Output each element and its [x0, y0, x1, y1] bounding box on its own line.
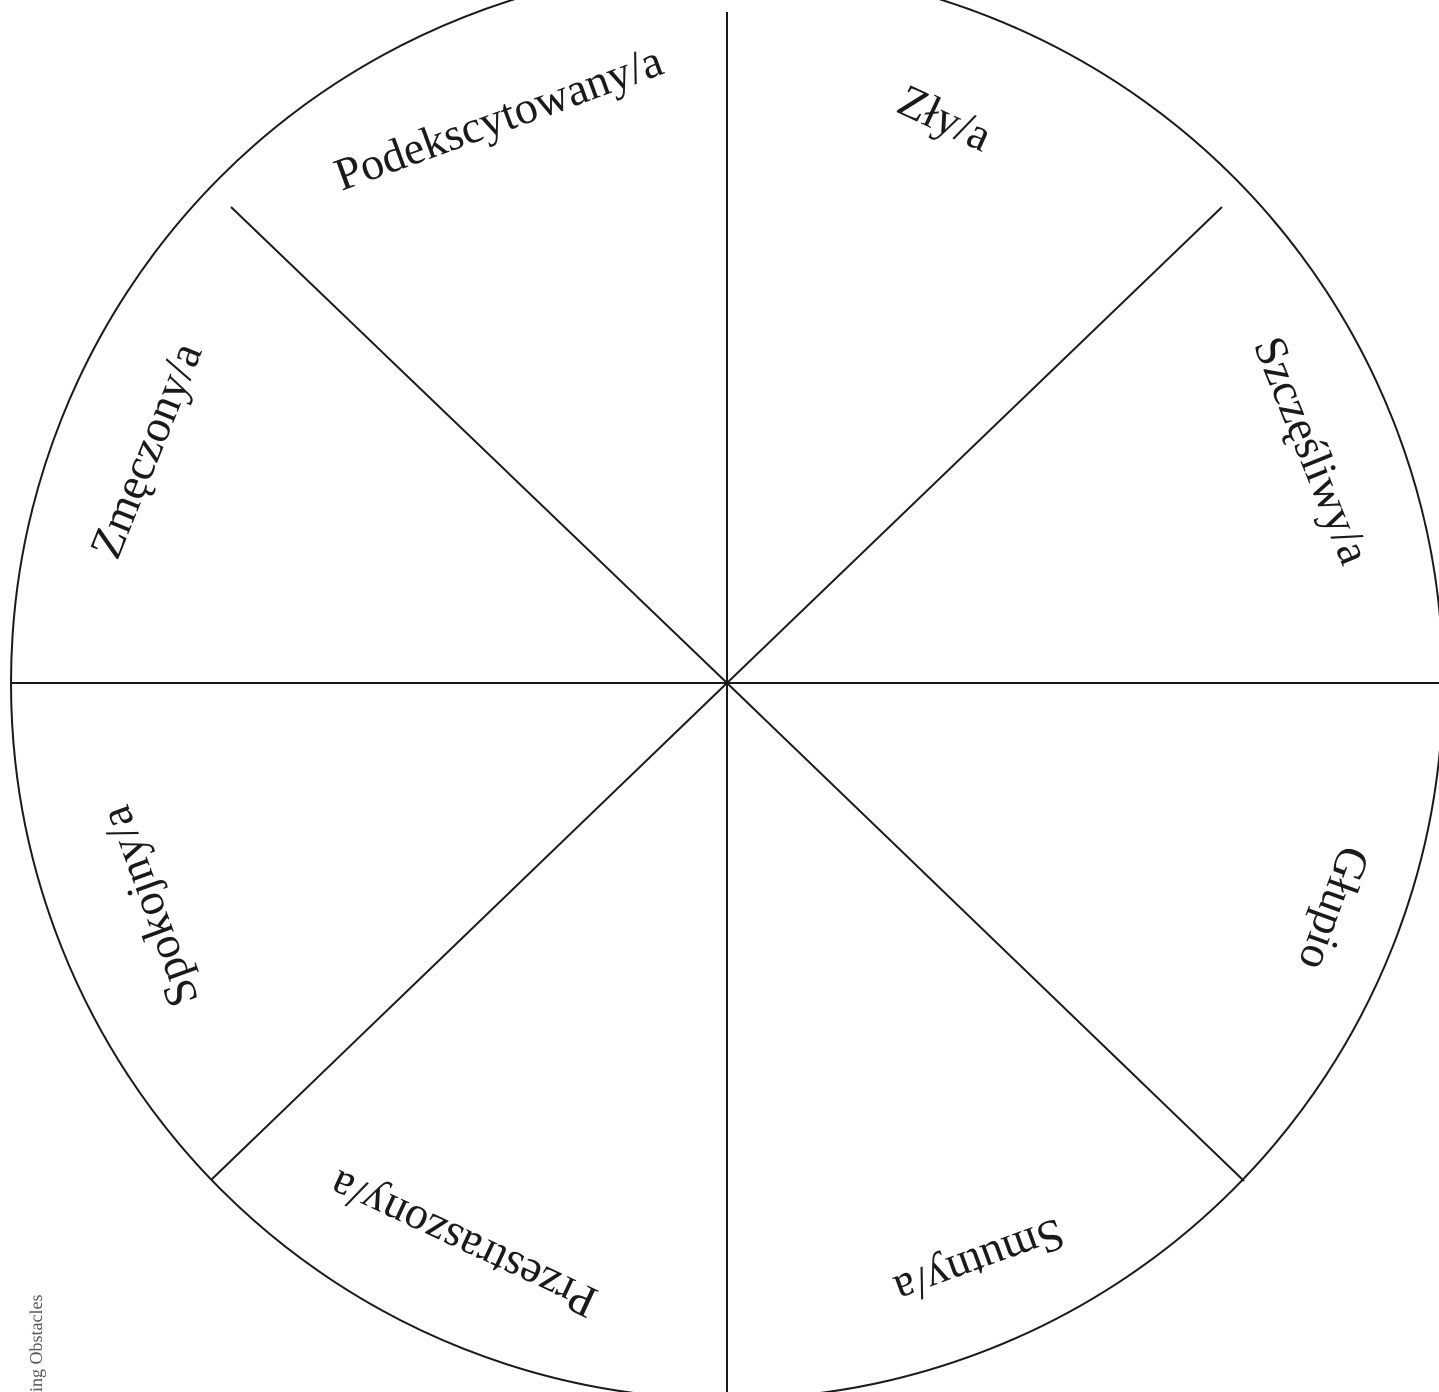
wheel-dividers [10, 12, 1439, 1392]
divider-diagonal-sw [211, 683, 727, 1180]
segment-label-zmeczony: Zmęczony/a [79, 335, 212, 566]
wheel-outline [11, 0, 1439, 1392]
margin-footer-text: ing Obstacles [26, 1294, 46, 1392]
segment-label-glupio: Głupio [1288, 839, 1381, 978]
divider-diagonal-ne [727, 207, 1222, 683]
segment-label-przestraszony: Przestraszony/a [321, 1160, 605, 1329]
divider-diagonal-se [727, 683, 1244, 1181]
segment-label-spokojny: Spokojny/a [88, 799, 209, 1014]
segment-label-smutny: Smutny/a [888, 1208, 1072, 1317]
segment-label-szczesliwy: Szczęśliwy/a [1243, 329, 1382, 572]
wheel-labels [79, 34, 1381, 1328]
segment-label-zly: Zły/a [890, 73, 1000, 162]
segment-label-podekscytowany: Podekscytowany/a [327, 34, 670, 201]
divider-diagonal-nw [231, 207, 727, 683]
